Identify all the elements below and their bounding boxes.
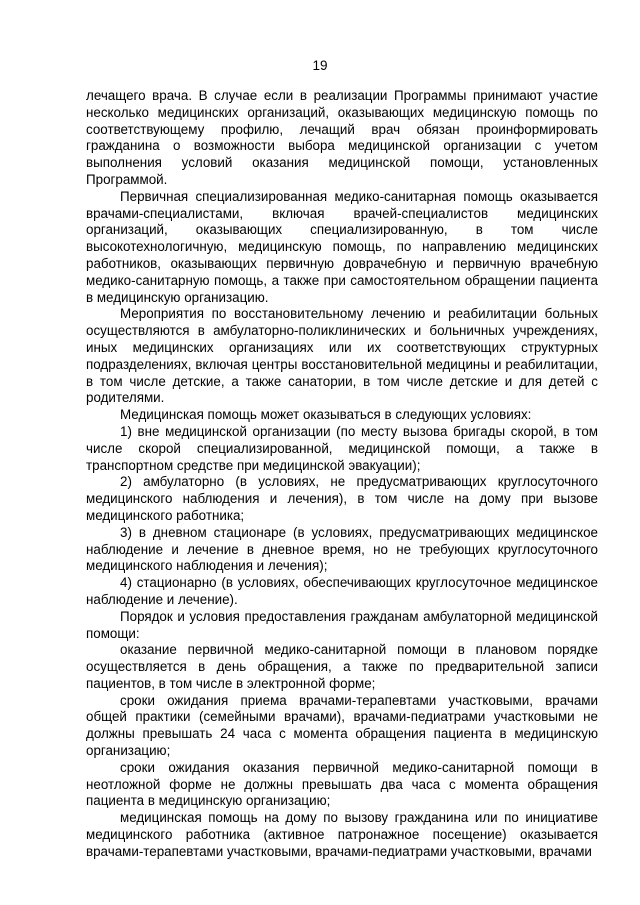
list-item-1: 1) вне медицинской организации (по месту вызова бригады скорой, в том числе скорой специализированной, медицинской помощи, а также в транспортном средстве при медицинской эвакуации); [86, 423, 598, 473]
list-item-4: 4) стационарно (в условиях, обеспечивающих круглосуточное медицинское наблюдение и лечение). [86, 575, 598, 607]
paragraph-5: Порядок и условия предоставления гражданам амбулаторной медицинской помощи: [86, 608, 598, 641]
paragraph-3: Мероприятия по восстановительному лечению и реабилитации больных осуществляются в амбулаторно-поликлинических и больничных учреждениях, иных медицинских организациях или их соответствующих структурных подразделениях, включая центры восстановительной медицины и реабилитации, в том числе детские, а также санатории, в том числе детские и для детей с родителями. [86, 306, 598, 406]
paragraph-8: сроки ожидания оказания первичной медико-санитарной помощи в неотложной форме не должны превышать два часа с момента обращения пациента в медицинскую организацию; [86, 759, 598, 809]
list-item-3: 3) в дневном стационаре (в условиях, предусматривающих медицинское наблюдение и лечение в дневное время, но не требующих круглосуточного медицинского наблюдения и лечения); [86, 524, 598, 574]
page-number: 19 [312, 58, 328, 73]
list-item-2: 2) амбулаторно (в условиях, не предусматривающих круглосуточного медицинского наблюдения и лечения), в том числе на дому при вызове медицинского работника; [86, 474, 598, 523]
paragraph-1: лечащего врача. В случае если в реализации Программы принимают участие несколько медицинских организаций, оказывающих медицинскую помощь по соответствующему профилю, лечащий врач обязан проинформировать гражданина о возможности выбора медицинской организации с учетом выполнения условий оказания медицинской помощи, установленных Программой. [86, 88, 598, 187]
paragraph-2: Первичная специализированная медико-санитарная помощь оказывается врачами-специалистами, включая врачей-специалистов медицинских организаций, оказывающих специализированную, в том числе высокотехнологичную, медицинскую помощь, по направлению медицинских работников, оказывающих первичную доврачебную и первичную врачебную медико-санитарную помощь, а также при самостоятельном обращении пациента в медицинскую организацию. [86, 188, 598, 305]
paragraph-9: медицинская помощь на дому по вызову гражданина или по инициативе медицинского работника (активное патронажное посещение) оказывается врачами-терапевтами участковыми, врачами-педиатрами участковыми, врачами [86, 810, 598, 859]
paragraph-7: сроки ожидания приема врачами-терапевтами участковыми, врачами общей практики (семейными врачами), врачами-педиатрами участковыми не должны превышать 24 часа с момента обращения пациента в медицинскую организацию; [86, 692, 598, 759]
document-body [86, 88, 598, 861]
paragraph-4: Медицинская помощь может оказываться в следующих условиях: [120, 407, 532, 423]
paragraph-6: оказание первичной медико-санитарной помощи в плановом порядке осуществляется в день обращения, а также по предварительной записи пациентов, в том числе в электронной форме; [86, 642, 598, 691]
